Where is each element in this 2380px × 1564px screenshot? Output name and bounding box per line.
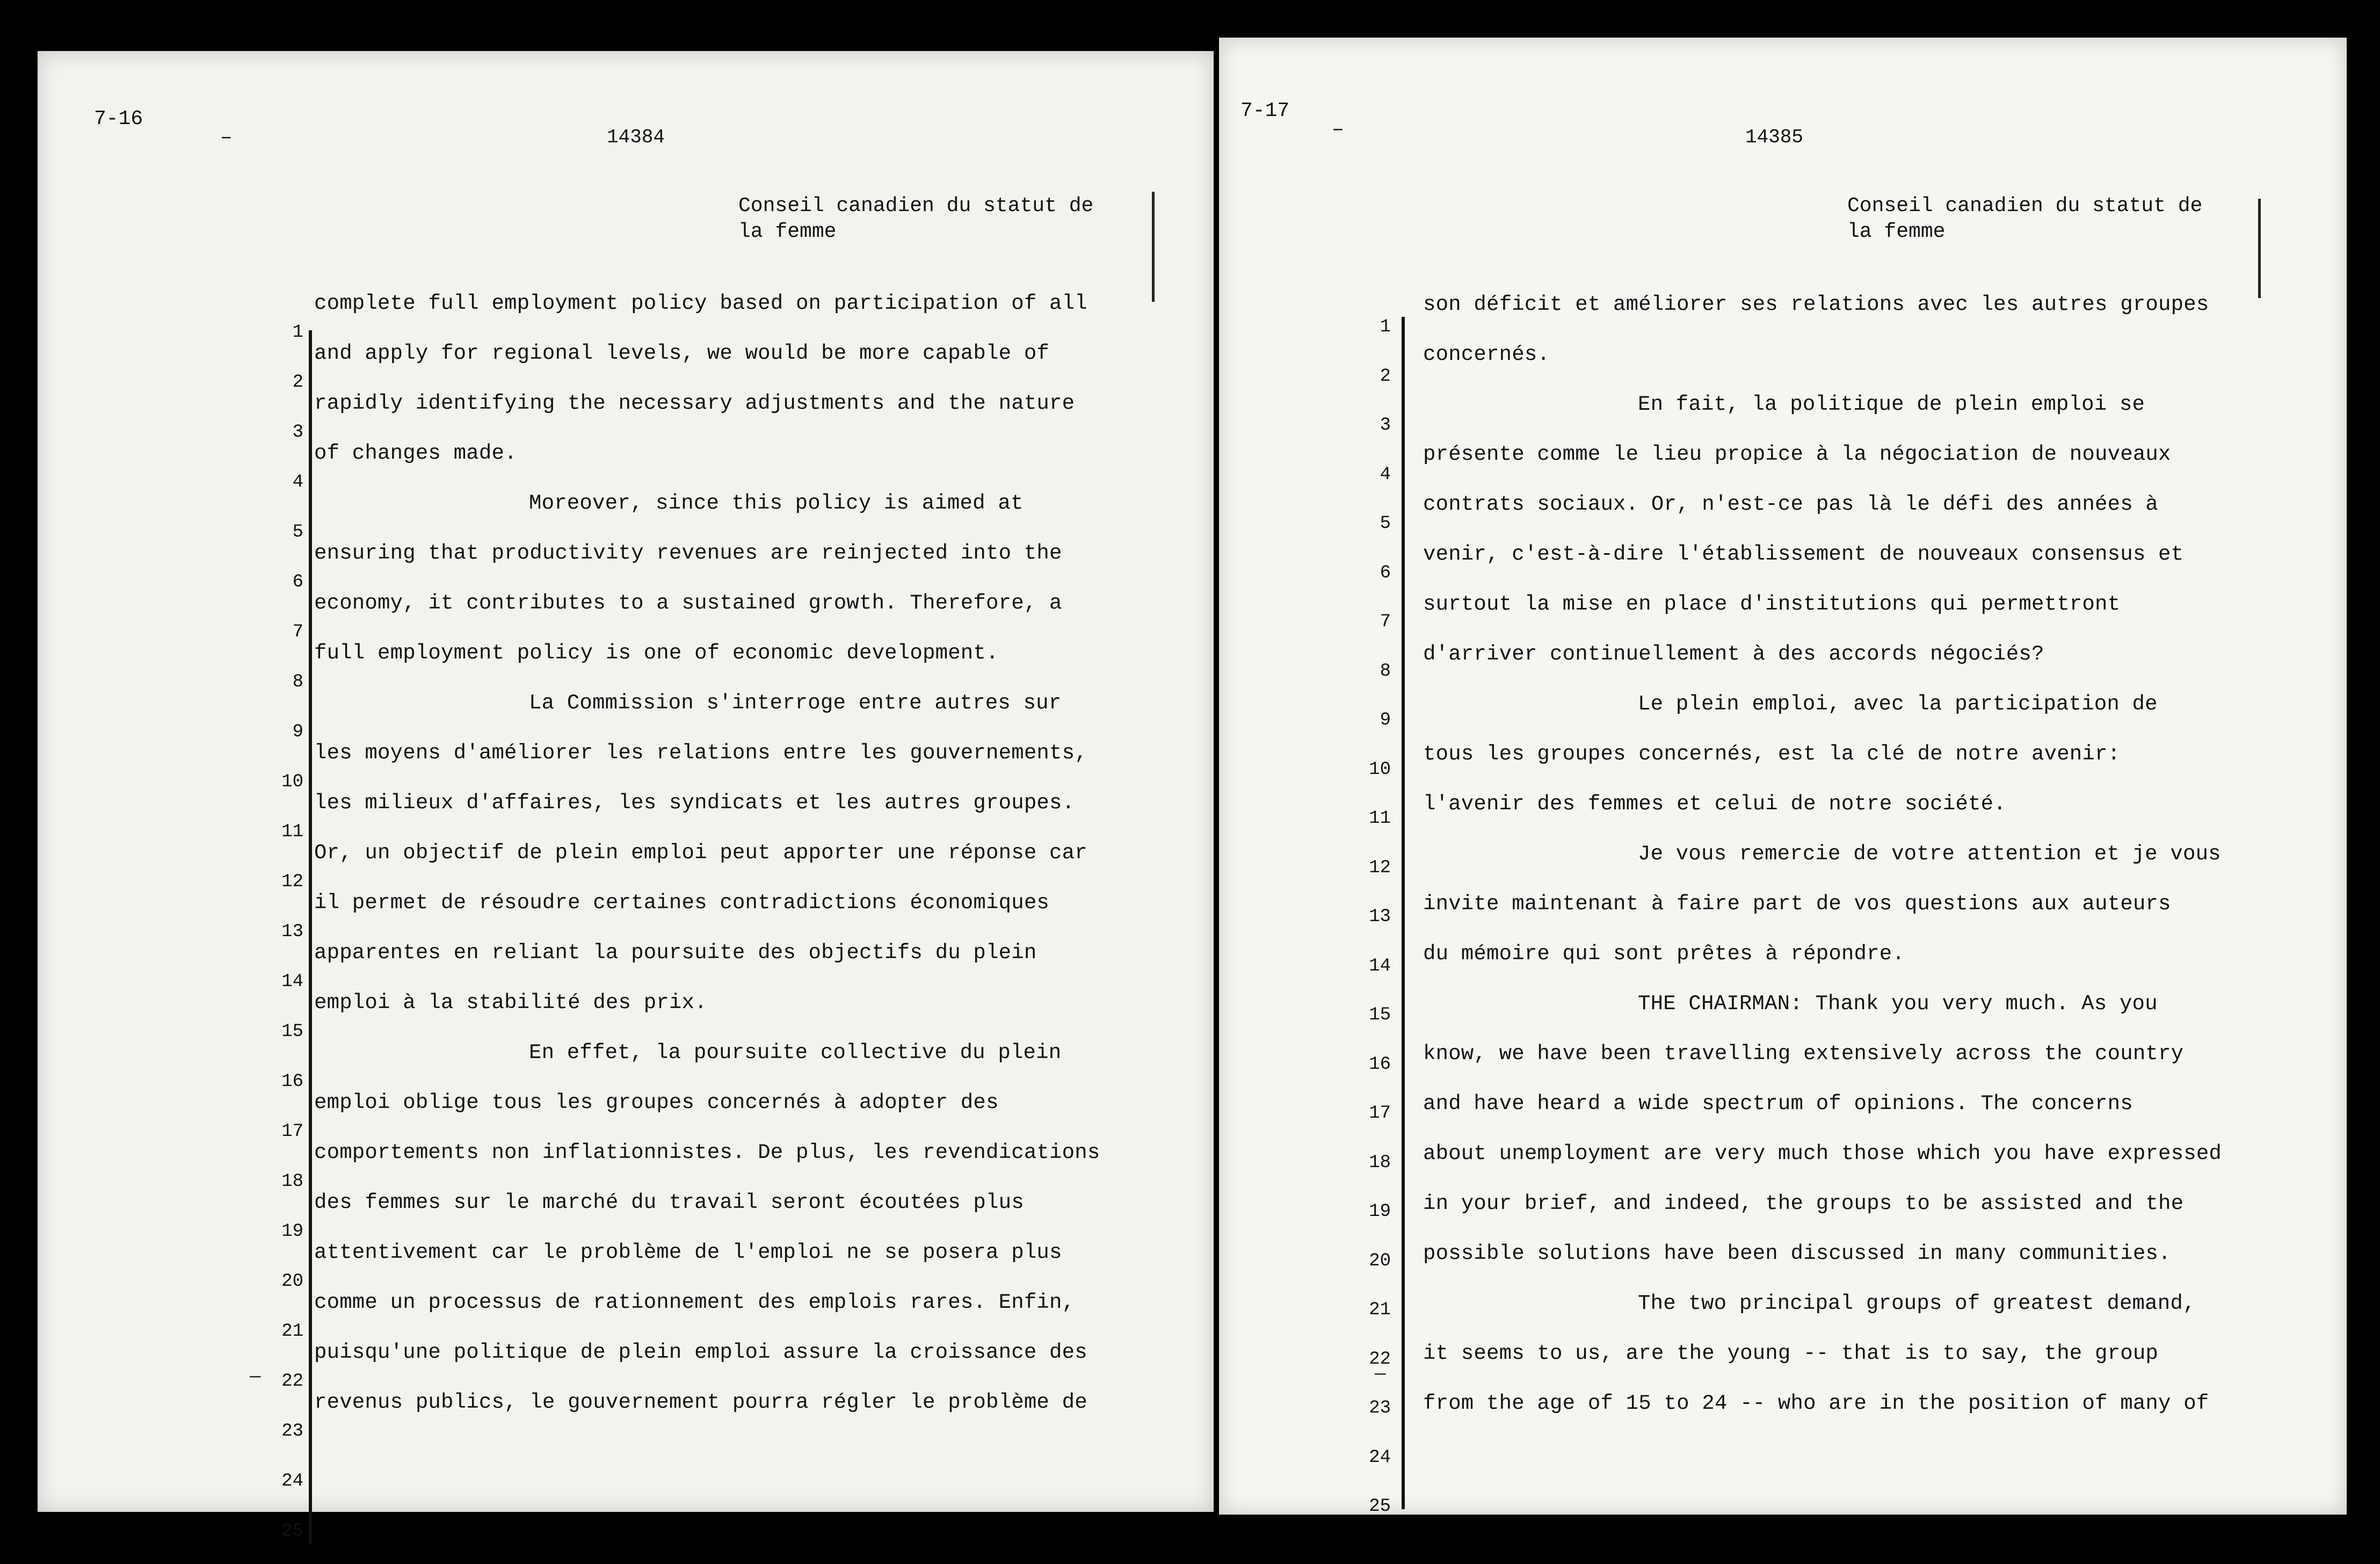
- line-number: 8: [292, 672, 303, 692]
- text-line: know, we have been travelling extensively across the country: [1423, 1042, 2184, 1066]
- text-line: venir, c'est-à-dire l'établissement de nouveaux consensus et: [1423, 542, 2184, 566]
- line-number: 2: [1380, 366, 1391, 387]
- document-header: [1847, 193, 2202, 245]
- line-number: 6: [292, 572, 303, 592]
- line-number: 25: [1369, 1496, 1391, 1517]
- text-line: il permet de résoudre certaines contradictions économiques: [314, 891, 1050, 915]
- text-line: apparentes en reliant la poursuite des objectifs du plein: [314, 941, 1037, 965]
- line-number: 3: [1380, 415, 1391, 436]
- line-number: 18: [281, 1171, 303, 1192]
- document-header: [738, 193, 1093, 245]
- line-number: 23: [1369, 1398, 1391, 1418]
- line-number: 17: [281, 1121, 303, 1142]
- line-number: 22: [1369, 1349, 1391, 1370]
- page-label: 7-17: [1240, 99, 1290, 122]
- line-number: 16: [281, 1071, 303, 1092]
- text-line: comportements non inflationnistes. De plus, les revendications: [314, 1141, 1100, 1164]
- line-number: 18: [1369, 1152, 1391, 1173]
- text-line: Le plein emploi, avec la participation de: [1638, 692, 2158, 716]
- line-number: 23: [281, 1421, 303, 1442]
- line-number: 16: [1369, 1054, 1391, 1075]
- page-label: 7-16: [94, 107, 143, 131]
- text-line: ensuring that productivity revenues are reinjected into the: [314, 541, 1062, 565]
- line-number: 1: [1380, 317, 1391, 337]
- line-number: 15: [1369, 1005, 1391, 1025]
- text-line: economy, it contributes to a sustained growth. Therefore, a: [314, 591, 1062, 615]
- header-line: la femme: [738, 220, 837, 243]
- text-line: THE CHAIRMAN: Thank you very much. As you: [1638, 992, 2158, 1016]
- line-number: 22: [281, 1371, 303, 1392]
- line-number: 7: [1380, 612, 1391, 632]
- text-line: about unemployment are very much those which you have expressed: [1423, 1142, 2222, 1165]
- line-number: 9: [292, 722, 303, 742]
- line-number: 9: [1380, 710, 1391, 730]
- text-line: son déficit et améliorer ses relations avec les autres groupes: [1423, 293, 2209, 316]
- line-number: 13: [1369, 907, 1391, 927]
- text-line: in your brief, and indeed, the groups to be assisted and the: [1423, 1192, 2184, 1215]
- margin-rule: [1402, 317, 1405, 1509]
- text-line: En effet, la poursuite collective du plein: [529, 1041, 1062, 1065]
- line-number: 3: [292, 422, 303, 443]
- line-number: 10: [281, 772, 303, 792]
- line-number: 12: [281, 872, 303, 892]
- page-dash: –: [1332, 118, 1344, 141]
- line-number: 25: [281, 1521, 303, 1541]
- text-line: du mémoire qui sont prêtes à répondre.: [1423, 942, 1905, 966]
- line-number: 11: [1369, 808, 1391, 829]
- text-line: contrats sociaux. Or, n'est-ce pas là le défi des années à: [1423, 493, 2159, 516]
- line-25-marker: —: [250, 1367, 261, 1387]
- text-line: concernés.: [1423, 343, 1550, 366]
- line-number: 24: [281, 1471, 303, 1491]
- line-number: 15: [281, 1022, 303, 1042]
- header-line: Conseil canadien du statut de: [1847, 194, 2203, 218]
- text-line: puisqu'une politique de plein emploi assure la croissance des: [314, 1341, 1087, 1364]
- text-line: full employment policy is one of economic development.: [314, 641, 999, 665]
- right-page: [1219, 38, 2347, 1515]
- text-line: and have heard a wide spectrum of opinions. The concerns: [1423, 1092, 2133, 1116]
- line-number: 5: [1380, 513, 1391, 534]
- line-number: 14: [281, 972, 303, 992]
- text-line: attentivement car le problème de l'emploi ne se posera plus: [314, 1241, 1062, 1264]
- line-number: 11: [281, 822, 303, 842]
- line-25-marker: —: [1375, 1364, 1386, 1385]
- text-line: invite maintenant à faire part de vos questions aux auteurs: [1423, 892, 2171, 916]
- header-rule: [1152, 192, 1155, 302]
- text-line: surtout la mise en place d'institutions qui permettront: [1423, 592, 2121, 616]
- line-number: 12: [1369, 857, 1391, 878]
- text-line: emploi à la stabilité des prix.: [314, 991, 707, 1015]
- line-number: 10: [1369, 759, 1391, 780]
- text-line: En fait, la politique de plein emploi se: [1638, 393, 2145, 416]
- text-line: complete full employment policy based on participation of all: [314, 292, 1087, 315]
- line-number: 14: [1369, 955, 1391, 976]
- text-line: Je vous remercie de votre attention et je vous: [1638, 842, 2221, 866]
- text-line: it seems to us, are the young -- that is to say, the group: [1423, 1342, 2159, 1365]
- text-line: des femmes sur le marché du travail seront écoutées plus: [314, 1191, 1024, 1214]
- text-line: rapidly identifying the necessary adjustments and the nature: [314, 392, 1075, 415]
- line-number: 5: [292, 522, 303, 542]
- text-line: from the age of 15 to 24 -- who are in the position of many of: [1423, 1392, 2209, 1415]
- text-line: les moyens d'améliorer les relations entre les gouvernements,: [314, 741, 1087, 765]
- text-line: Moreover, since this policy is aimed at: [529, 491, 1024, 515]
- line-number: 6: [1380, 562, 1391, 583]
- line-number: 17: [1369, 1103, 1391, 1124]
- line-number: 24: [1369, 1447, 1391, 1468]
- header-line: la femme: [1847, 220, 1946, 243]
- text-line: les milieux d'affaires, les syndicats et les autres groupes.: [314, 791, 1075, 815]
- line-number: 21: [1369, 1300, 1391, 1320]
- page-number: 14385: [1745, 126, 1804, 148]
- text-line: l'avenir des femmes et celui de notre société.: [1423, 792, 2006, 816]
- text-line: possible solutions have been discussed in many communities.: [1423, 1242, 2171, 1265]
- page-number: 14384: [607, 126, 665, 148]
- line-number: 21: [281, 1321, 303, 1342]
- line-number: 20: [281, 1271, 303, 1292]
- text-line: emploi oblige tous les groupes concernés à adopter des: [314, 1091, 999, 1114]
- header-rule: [2258, 199, 2261, 298]
- header-line: Conseil canadien du statut de: [738, 194, 1094, 218]
- text-line: présente comme le lieu propice à la négociation de nouveaux: [1423, 443, 2171, 466]
- left-page: [38, 51, 1214, 1541]
- line-number: 8: [1380, 661, 1391, 682]
- text-line: The two principal groups of greatest demand,: [1638, 1292, 2196, 1315]
- line-number: 13: [281, 922, 303, 942]
- text-line: of changes made.: [314, 441, 517, 465]
- line-number: 2: [292, 372, 303, 393]
- line-number: 4: [292, 472, 303, 493]
- text-line: Or, un objectif de plein emploi peut apporter une réponse car: [314, 841, 1087, 865]
- text-line: tous les groupes concernés, est la clé de notre avenir:: [1423, 742, 2121, 766]
- text-line: comme un processus de rationnement des emplois rares. Enfin,: [314, 1291, 1075, 1314]
- text-line: d'arriver continuellement à des accords négociés?: [1423, 642, 2044, 666]
- text-line: and apply for regional levels, we would be more capable of: [314, 342, 1050, 365]
- line-number: 4: [1380, 464, 1391, 485]
- line-number: 1: [292, 322, 303, 343]
- text-line: revenus publics, le gouvernement pourra régler le problème de: [314, 1391, 1087, 1414]
- line-number: 19: [1369, 1201, 1391, 1222]
- line-number: 20: [1369, 1250, 1391, 1271]
- line-number: 7: [292, 622, 303, 642]
- text-line: La Commission s'interroge entre autres sur: [529, 691, 1062, 715]
- margin-rule: [309, 330, 312, 1544]
- line-number: 19: [281, 1221, 303, 1242]
- page-dash: –: [220, 126, 233, 149]
